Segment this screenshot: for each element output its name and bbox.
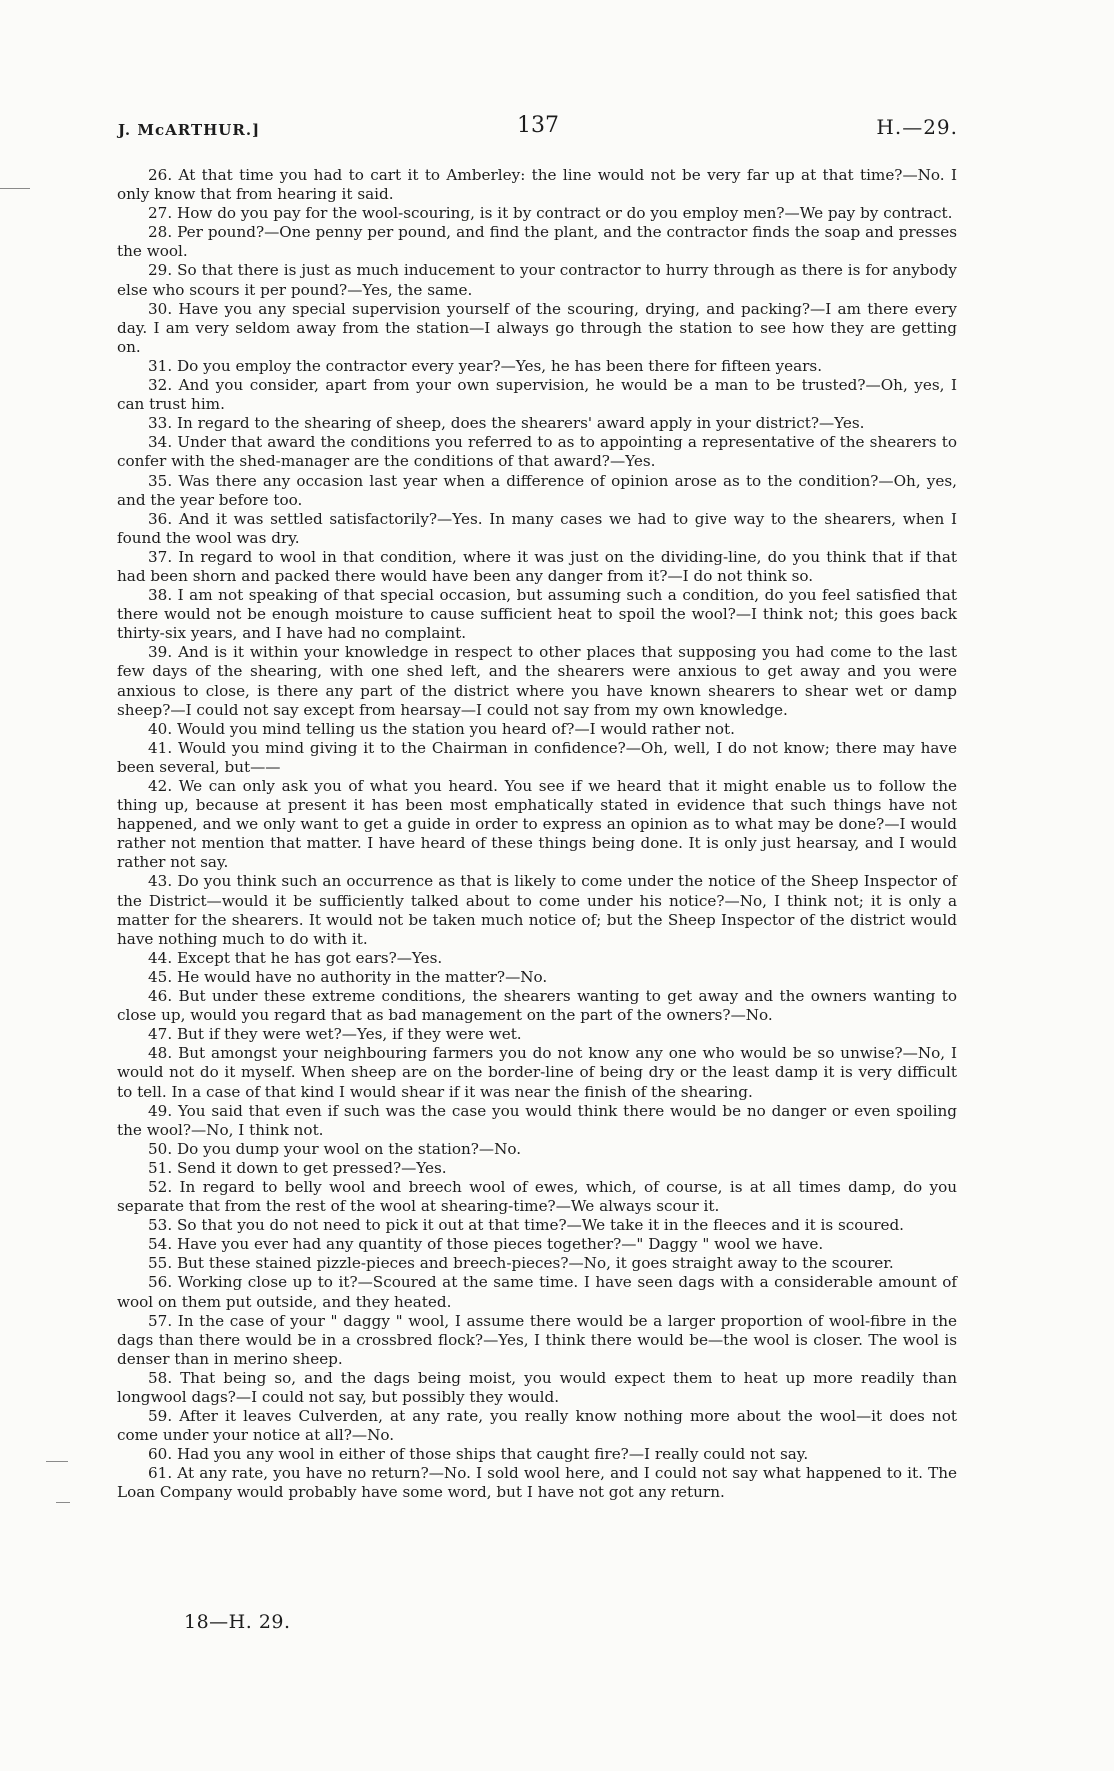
question-answer: 44. Except that he has got ears?—Yes. — [148, 948, 443, 967]
question-answer: 61. At any rate, you have no return?—No. I sold wool here, and I could not say what happened to it. The Loan Company would probably have some word, but I have not got any return. — [117, 1464, 957, 1502]
question-answer: 35. Was there any occasion last year when a difference of opinion arose as to the condition?—Oh, yes, and the year before too. — [117, 471, 957, 509]
question-answer: 57. In the case of your " daggy " wool, I assume there would be a larger proportion of wool-fibre in the dags than there would be in a crossbred flock?—Yes, I think there would be—the wool is closer. The wool is denser than in merino sheep. — [117, 1311, 957, 1368]
question-answer: 34. Under that award the conditions you referred to as to appointing a representative of the shearers to confer with the shed-manager are the conditions of that award?—Yes. — [117, 433, 957, 471]
question-answer: 29. So that there is just as much inducement to your contractor to hurry through as there is for anybody else who scours it per pound?—Yes, the same. — [117, 261, 957, 299]
scan-mark — [0, 188, 30, 189]
question-answer: 42. We can only ask you of what you heard. You see if we heard that it might enable us to follow the thing up, because at present it has been most emphatically stated in evidence that such things have not happened, and we only want to get a guide in order to express an opinion as to what may be done?—I would rather not mention that matter. I have heard of these things being done. It is only just hearsay, and I would rather not say. — [117, 777, 957, 872]
question-answer: 52. In regard to belly wool and breech wool of ewes, which, of course, is at all times damp, do you separate that from the rest of the wool at shearing-time?—We always scour it. — [117, 1177, 957, 1216]
question-answer: 55. But these stained pizzle-pieces and breech-pieces?—No, it goes straight away to the scourer. — [148, 1254, 894, 1273]
question-answer: 28. Per pound?—One penny per pound, and find the plant, and the contractor finds the soap and presses the wool. — [117, 223, 957, 261]
question-answer: 51. Send it down to get pressed?—Yes. — [148, 1158, 447, 1177]
paper-reference: H.—29. — [876, 115, 958, 139]
scan-mark — [46, 1461, 68, 1462]
question-answer: 40. Would you mind telling us the station you heard of?—I would rather not. — [148, 719, 735, 738]
question-answer: 56. Working close up to it?—Scoured at the same time. I have seen dags with a considerable amount of wool on them put outside, and they heated. — [117, 1273, 957, 1311]
question-answer: 50. Do you dump your wool on the station?—No. — [148, 1139, 522, 1158]
question-answer: 30. Have you any special supervision yourself of the scouring, drying, and packing?—I am there every day. I am very seldom away from the station—I always go through the station to see how they are getting on. — [117, 299, 957, 356]
question-answer: 38. I am not speaking of that special occasion, but assuming such a condition, do you feel satisfied that there would not be enough moisture to cause sufficient heat to spoil the wool?—I think not; this goes back thirty-six years, and I have had no complaint. — [117, 586, 957, 643]
signature-mark: 18—H. 29. — [184, 1611, 291, 1633]
testimony-body — [117, 166, 957, 1503]
witness-name: J. McARTHUR.] — [118, 121, 261, 139]
scan-mark — [56, 1502, 70, 1503]
question-answer: 47. But if they were wet?—Yes, if they were wet. — [148, 1025, 522, 1044]
question-answer: 46. But under these extreme conditions, the shearers wanting to get away and the owners wanting to close up, would you regard that as bad management on the part of the owners?—No. — [117, 987, 957, 1025]
question-answer: 48. But amongst your neighbouring farmers you do not know any one who would be so unwise?—No, I would not do it myself. When sheep are on the border-line of being dry or the least damp it is very difficult to tell. In a case of that kind I would shear if it was near the finish of the shearing. — [117, 1044, 957, 1101]
question-answer: 45. He would have no authority in the matter?—No. — [148, 967, 548, 986]
page-number: 137 — [517, 113, 559, 138]
question-answer: 43. Do you think such an occurrence as that is likely to come under the notice of the Sheep Inspector of the District—would it be sufficiently talked about to come under his notice?—No, I think not; it is only a matter for the shearers. It would not be taken much notice of; but the Sheep Inspector of the district would have nothing much to do with it. — [117, 872, 957, 948]
question-answer: 60. Had you any wool in either of those ships that caught fire?—I really could not say. — [148, 1445, 809, 1464]
question-answer: 59. After it leaves Culverden, at any rate, you really know nothing more about the wool—it does not come under your notice at all?—No. — [117, 1407, 957, 1445]
question-answer: 53. So that you do not need to pick it out at that time?—We take it in the fleeces and it is scoured. — [148, 1216, 904, 1235]
question-answer: 32. And you consider, apart from your own supervision, he would be a man to be trusted?—Oh, yes, I can trust him. — [117, 376, 957, 414]
question-answer: 36. And it was settled satisfactorily?—Yes. In many cases we had to give way to the shearers, when I found the wool was dry. — [117, 509, 957, 547]
question-answer: 49. You said that even if such was the case you would think there would be no danger or even spoiling the wool?—No, I think not. — [117, 1101, 957, 1139]
question-answer: 39. And is it within your knowledge in respect to other places that supposing you had come to the last few days of the shearing, with one shed left, and the shearers were anxious to get away and you were anxious to close, is there any part of the district where you have known shearers to shear wet or damp sheep?—I could not say except from hearsay—I could not say from my own knowledge. — [117, 643, 957, 719]
question-answer: 37. In regard to wool in that condition, where it was just on the dividing-line, do you think that if that had been shorn and packed there would have been any danger from it?—I do not think so. — [117, 547, 957, 585]
question-answer: 54. Have you ever had any quantity of those pieces together?—" Daggy " wool we have. — [148, 1235, 824, 1254]
question-answer: 41. Would you mind giving it to the Chairman in confidence?—Oh, well, I do not know; there may have been several, but—— — [117, 738, 957, 776]
page-header — [118, 113, 958, 143]
question-answer: 26. At that time you had to cart it to Amberley: the line would not be very far up at that time?—No. I only know that from hearing it said. — [117, 166, 957, 204]
question-answer: 58. That being so, and the dags being moist, you would expect them to heat up more readily than longwool dags?—I could not say, but possibly they would. — [117, 1368, 957, 1406]
question-answer: 31. Do you employ the contractor every year?—Yes, he has been there for fifteen years. — [148, 356, 823, 375]
question-answer: 27. How do you pay for the wool-scouring, is it by contract or do you employ men?—We pay by contract. — [148, 204, 953, 223]
question-answer: 33. In regard to the shearing of sheep, does the shearers' award apply in your district?—Yes. — [148, 414, 865, 433]
